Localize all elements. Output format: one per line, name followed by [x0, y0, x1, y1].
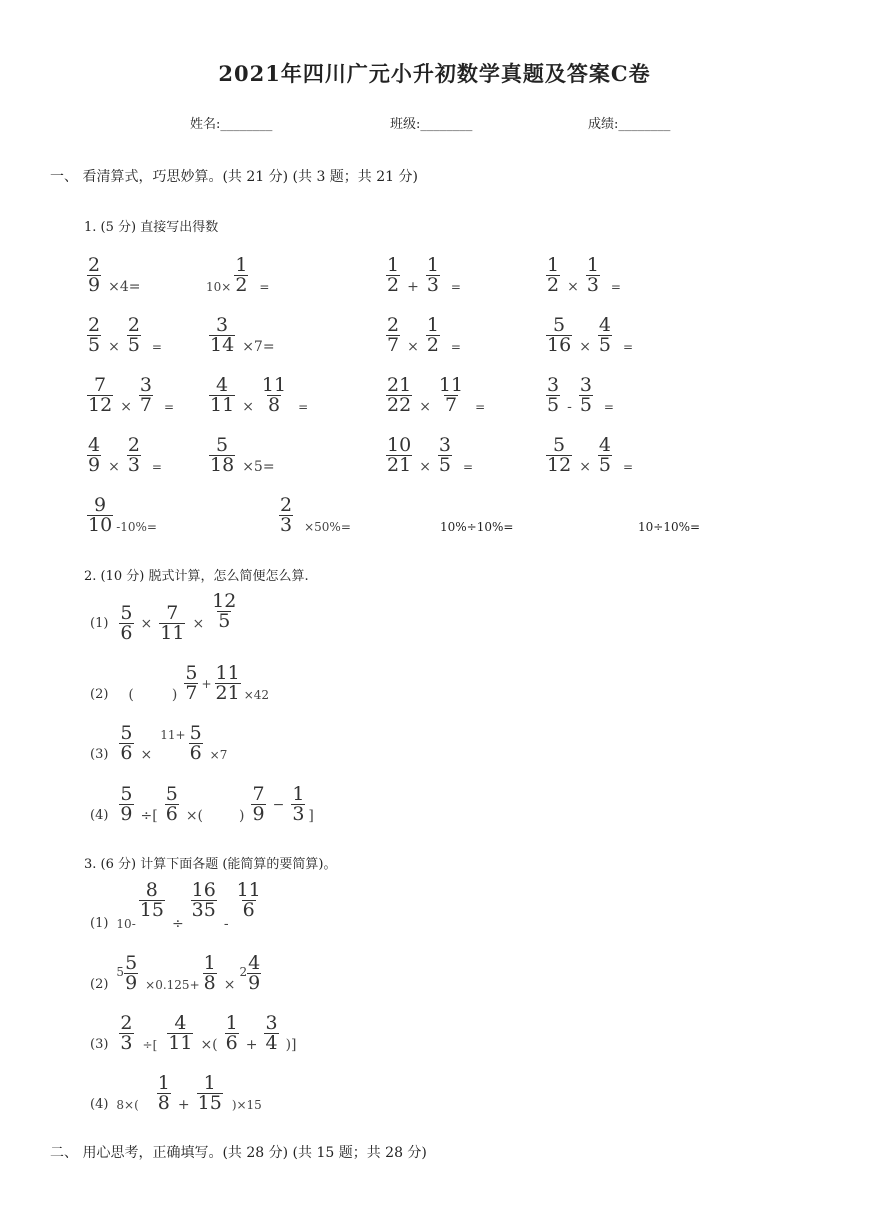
q1-item: $\frac{3}{5}$ - $\frac{3}{5}$ = [547, 374, 614, 416]
fraction: $\frac{11}{21}$ [215, 662, 240, 704]
fraction: $\frac{1}{3}$ [292, 783, 305, 825]
fraction: $\frac{4}{11}$ [210, 374, 235, 416]
q1-item: $\frac{5}{18}$ ×5= [210, 434, 275, 476]
fraction: $\frac{1}{2}$ [426, 314, 439, 356]
fraction: $\frac{4}{5}$ [598, 314, 612, 356]
fraction: $\frac{2}{5}$ [88, 314, 101, 356]
fraction: $\frac{5}{12}$ [547, 434, 572, 476]
fraction: $\frac{2}{7}$ [387, 314, 400, 356]
fraction: $\frac{8}{15}$ [139, 879, 164, 921]
fraction: $\frac{5}{9}$ [120, 783, 133, 825]
q3-part2: (2) 5 $\frac{5}{9}$ ×0.125+ $\frac{1}{8}$ × 2 $\frac{4}{9}$ [90, 952, 261, 994]
fraction: $\frac{5}{18}$ [210, 434, 235, 476]
fraction: $\frac{10}{21}$ [387, 434, 412, 476]
class-field[interactable]: 班级:________ [390, 117, 473, 132]
fraction: $\frac{7}{11}$ [160, 602, 185, 644]
q3-part3: (3) $\frac{2}{3}$ ÷[ $\frac{4}{11}$ ×( $\frac{1}{6}$ + $\frac{3}{4}$ )] [90, 1012, 297, 1054]
fraction: $\frac{2}{3}$ [120, 1012, 133, 1054]
q1-heading: 1. (5 分) 直接写出得数 [84, 220, 219, 235]
fraction: $\frac{1}{3}$ [586, 254, 599, 296]
fraction: $\frac{7}{12}$ [88, 374, 113, 416]
fraction: $\frac{4}{9}$ [248, 952, 261, 994]
fraction: $\frac{5}{9}$ [125, 952, 138, 994]
fraction: $\frac{1}{8}$ [203, 952, 216, 994]
q1-r5-item4: 10÷10%= [638, 520, 701, 534]
fraction: $\frac{3}{5}$ [579, 374, 592, 416]
q1-r5-item3: 10%÷10%= [440, 520, 514, 534]
fraction: $\frac{1}{2}$ [547, 254, 560, 296]
fraction: $\frac{2}{3}$ [280, 494, 293, 536]
fraction: $\frac{11}{6}$ [236, 879, 261, 921]
page-title: 2021年四川广元小升初数学真题及答案C卷 [218, 61, 651, 86]
fraction: $\frac{16}{35}$ [191, 879, 216, 921]
fraction: $\frac{3}{14}$ [210, 314, 235, 356]
q2-part1: (1) $\frac{5}{6}$ × $\frac{7}{11}$ × $\frac{12}{5}$ [90, 590, 237, 644]
fraction: $\frac{5}{6}$ [165, 783, 178, 825]
section-1-heading: 一、 看清算式，巧思妙算。(共 21 分) (共 3 题；共 21 分) [50, 169, 418, 185]
fraction: $\frac{7}{9}$ [252, 783, 265, 825]
q1-item: $\frac{1}{2}$ + $\frac{1}{3}$ = [387, 254, 461, 296]
q3-heading: 3. (6 分) 计算下面各题 (能简算的要简算)。 [84, 857, 337, 872]
q2-part3: (3) $\frac{5}{6}$ × 11+ $\frac{5}{6}$ ×7 [90, 722, 228, 764]
fraction: $\frac{5}{16}$ [547, 314, 572, 356]
fraction: $\frac{3}{5}$ [547, 374, 560, 416]
q3-part4: (4) 8×( $\frac{1}{8}$ + $\frac{1}{15}$ )×15 [90, 1072, 262, 1114]
fraction: $\frac{1}{6}$ [225, 1012, 238, 1054]
fraction: $\frac{2}{3}$ [127, 434, 140, 476]
q1-item: $\frac{3}{14}$ ×7= [210, 314, 275, 356]
fraction: $\frac{3}{4}$ [265, 1012, 278, 1054]
fraction: $\frac{3}{7}$ [139, 374, 153, 416]
fraction: $\frac{12}{5}$ [212, 590, 237, 632]
q1-item: $\frac{1}{2}$ × $\frac{1}{3}$ = [547, 254, 621, 296]
q1-item: $\frac{2}{7}$ × $\frac{1}{2}$ = [387, 314, 461, 356]
fraction: $\frac{5}{6}$ [120, 722, 133, 764]
fraction: $\frac{4}{11}$ [168, 1012, 193, 1054]
q1-item: $\frac{10}{21}$ × $\frac{3}{5}$ = [387, 434, 474, 476]
q1-r5-item2: $\frac{2}{3}$ ×50%= [280, 494, 351, 536]
q2-part2: (2) ( ) $\frac{5}{7}$ + $\frac{11}{21}$ ×42 [90, 662, 270, 704]
q1-item: $\frac{7}{12}$ × $\frac{3}{7}$ = [88, 374, 175, 416]
q2-part4: (4) $\frac{5}{9}$ ÷[ $\frac{5}{6}$ ×( ) $\frac{7}{9}$ − $\frac{1}{3}$ ] [90, 783, 314, 825]
q1-item: $\frac{4}{11}$ × $\frac{11}{8}$ = [210, 374, 309, 416]
fraction: $\frac{2}{5}$ [127, 314, 140, 356]
q2-heading: 2. (10 分) 脱式计算，怎么简便怎么算. [84, 569, 309, 584]
section-2-heading: 二、 用心思考，正确填写。(共 28 分) (共 15 题；共 28 分) [50, 1145, 427, 1161]
q1-item: $\frac{5}{12}$ × $\frac{4}{5}$ = [547, 434, 634, 476]
q1-item: $\frac{2}{5}$ × $\frac{2}{5}$ = [88, 314, 162, 356]
q1-item: $\frac{4}{9}$ × $\frac{2}{3}$ = [88, 434, 162, 476]
fraction: $\frac{1}{2}$ [387, 254, 400, 296]
fraction: $\frac{1}{3}$ [426, 254, 439, 296]
fraction: $\frac{4}{9}$ [88, 434, 101, 476]
fraction: $\frac{5}{6}$ [189, 722, 202, 764]
fraction: $\frac{9}{10}$ [88, 494, 113, 536]
fraction: $\frac{11}{7}$ [438, 374, 464, 416]
fraction: $\frac{2}{9}$ [88, 254, 101, 296]
fraction: $\frac{5}{7}$ [185, 662, 198, 704]
q1-r5-item1: $\frac{9}{10}$ -10%= [88, 494, 157, 536]
q1-item: $\frac{2}{9}$ ×4= [88, 254, 141, 296]
q1-item: 10× $\frac{1}{2}$ = [206, 254, 270, 296]
fraction: $\frac{11}{8}$ [261, 374, 287, 416]
fraction: $\frac{3}{5}$ [438, 434, 452, 476]
q1-item: $\frac{5}{16}$ × $\frac{4}{5}$ = [547, 314, 634, 356]
fraction: $\frac{1}{2}$ [235, 254, 248, 296]
q1-item: $\frac{21}{22}$ × $\frac{11}{7}$ = [387, 374, 486, 416]
score-field[interactable]: 成绩:________ [588, 117, 671, 132]
fraction: $\frac{21}{22}$ [387, 374, 412, 416]
q3-part1: (1) 10- $\frac{8}{15}$ ÷ $\frac{16}{35}$ - $\frac{11}{6}$ [90, 879, 261, 932]
fraction: $\frac{1}{15}$ [197, 1072, 222, 1114]
fraction: $\frac{5}{6}$ [120, 602, 133, 644]
name-field[interactable]: 姓名:________ [190, 117, 273, 132]
fraction: $\frac{1}{8}$ [157, 1072, 170, 1114]
fraction: $\frac{4}{5}$ [598, 434, 612, 476]
